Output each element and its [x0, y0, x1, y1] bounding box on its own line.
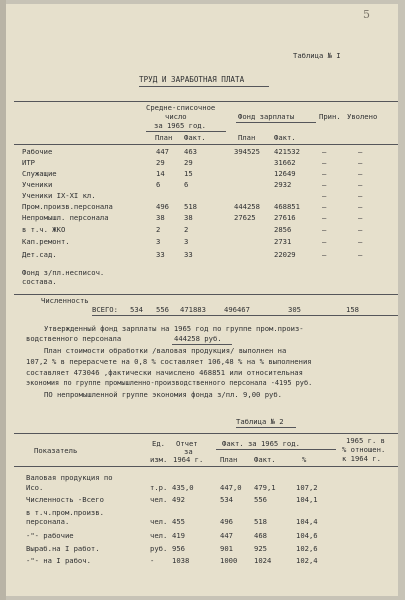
- table1-title: ТРУД И ЗАРАБОТНАЯ ПЛАТА: [139, 75, 245, 84]
- table2-cell-pct: 104,6: [296, 531, 318, 540]
- head-cmp-3: к 1964 г.: [342, 454, 381, 463]
- table1-cell-hired: –: [322, 202, 327, 211]
- head-cmp-2: % отношен.: [342, 445, 386, 454]
- table2-row-label: Численность -Всего: [26, 495, 104, 504]
- table2-label-underline: [236, 427, 296, 428]
- head2-pct: %: [302, 455, 307, 464]
- table1-cell-fired: –: [358, 237, 363, 246]
- head-unit-1: Ед.: [152, 439, 165, 448]
- title-underline: [139, 86, 269, 87]
- table1-pre-total-rule: [14, 294, 398, 295]
- total-underline: [92, 315, 398, 316]
- table1-cell-fact: 518: [184, 202, 197, 211]
- table2-cell-fact: 479,1: [254, 483, 276, 492]
- table1-cell-fired: –: [358, 191, 363, 200]
- table2-cell-report: 956: [172, 544, 185, 553]
- table1-cell-hired: –: [322, 147, 327, 156]
- table1-top-rule: [14, 101, 398, 102]
- table2-cell-fact: 468: [254, 531, 267, 540]
- para-fund-underline: [172, 344, 232, 345]
- table2-cell-fact: 925: [254, 544, 267, 553]
- table1-cell-fact: 38: [184, 213, 193, 222]
- head-fund-rule: [236, 122, 316, 123]
- table1-cell-hired: –: [322, 250, 327, 259]
- table2-cell-fact: 518: [254, 517, 267, 526]
- para-line-3: План стоимости обработки /валовая продукция/ выполнен на: [44, 346, 287, 355]
- head-report-1: Отчет: [176, 439, 198, 448]
- table1-row-label: Служащие: [22, 169, 57, 178]
- table1-row-label: Ученики IX-XI кл.: [22, 191, 96, 200]
- table2-cell-unit: чел.: [150, 531, 168, 540]
- table2-top-rule: [14, 433, 398, 434]
- table2-cell-plan: 447,0: [220, 483, 242, 492]
- table1-cell-ffact: 2731: [274, 237, 292, 246]
- head-report-3: 1964 г.: [173, 455, 204, 464]
- table1-cell-hired: –: [322, 191, 327, 200]
- table1-cell-ffact: 421532: [274, 147, 300, 156]
- table1-cell-hired: –: [322, 169, 327, 178]
- table1-cell-fact: 29: [184, 158, 193, 167]
- table2-head-rule: [14, 466, 398, 467]
- total-fund-fact: 496467: [224, 305, 250, 314]
- table1-cell-fplan: 394525: [234, 147, 260, 156]
- table1-cell-fired: –: [358, 180, 363, 189]
- table1-row-label: Кап.ремонт.: [22, 237, 70, 246]
- table1-cell-fired: –: [358, 147, 363, 156]
- table1-cell-ffact: 31662: [274, 158, 296, 167]
- table1-label: Таблица № I: [293, 51, 341, 60]
- table1-cell-plan: 38: [156, 213, 165, 222]
- table2-row-label: Исо.: [26, 483, 44, 492]
- table1-cell-ffact: 22029: [274, 250, 296, 259]
- table1-cell-plan: 6: [156, 180, 161, 189]
- table2-row-label: -"- на I рабоч.: [26, 556, 91, 565]
- table1-cell-ffact: 2932: [274, 180, 292, 189]
- table1-cell-plan: 29: [156, 158, 165, 167]
- table2-cell-plan: 901: [220, 544, 233, 553]
- head-fact-group: Факт. за 1965 год.: [222, 439, 300, 448]
- table1-cell-fact: 3: [184, 237, 189, 246]
- head-fact-rule: [216, 449, 336, 450]
- table1-cell-fired: –: [358, 213, 363, 222]
- table1-head-rule: [14, 144, 398, 145]
- total-hired: 305: [288, 305, 301, 314]
- table2-cell-unit: -: [150, 556, 155, 565]
- table1-row-label: Ученики: [22, 180, 53, 189]
- head-indicator: Показатель: [34, 446, 78, 455]
- table2-cell-report: 455: [172, 517, 185, 526]
- table1-row-label: Рабочие: [22, 147, 53, 156]
- head-plan: План: [155, 133, 173, 142]
- table1-cell-hired: –: [322, 180, 327, 189]
- table2-row-label: Выраб.на I работ.: [26, 544, 100, 553]
- table1-cell-fact: 463: [184, 147, 197, 156]
- table2-cell-unit: чел.: [150, 495, 168, 504]
- table1-cell-fired: –: [358, 225, 363, 234]
- table2-cell-pct: 107,2: [296, 483, 318, 492]
- table1-row-label: Пром.произв.персонала: [22, 202, 113, 211]
- total-fired: 158: [346, 305, 359, 314]
- table1-cell-ffact: 2856: [274, 225, 292, 234]
- table1-cell-plan: 14: [156, 169, 165, 178]
- head-avg-1: Средне-списочное: [146, 103, 216, 112]
- table1-row-label: Фонд з/пл.несписоч.: [22, 268, 105, 277]
- table1-cell-fact: 2: [184, 225, 189, 234]
- table2-label: Таблица № 2: [236, 417, 284, 426]
- table1-cell-plan: 447: [156, 147, 169, 156]
- head2-fact: Факт.: [254, 455, 276, 464]
- table1-cell-fact: 6: [184, 180, 189, 189]
- para-line-2b: 444258 руб.: [174, 334, 222, 343]
- table1-row-label: в т.ч. ЖКО: [22, 225, 66, 234]
- table1-row-label: Дет.сад.: [22, 250, 57, 259]
- page-number-mark: 5: [363, 8, 370, 21]
- head-unit-2: изм.: [150, 455, 168, 464]
- table1-cell-hired: –: [322, 225, 327, 234]
- head2-plan: План: [220, 455, 238, 464]
- table1-row-label: Непромышл. персонала: [22, 213, 109, 222]
- total-label: ВСЕГО:: [92, 305, 118, 314]
- head-avg-2: число: [165, 112, 187, 121]
- head-fund-fact: Факт.: [274, 133, 296, 142]
- table2-cell-pct: 102,6: [296, 544, 318, 553]
- table1-cell-plan: 496: [156, 202, 169, 211]
- table1-cell-plan: 33: [156, 250, 165, 259]
- table1-cell-hired: –: [322, 158, 327, 167]
- total-plan: 534: [130, 305, 143, 314]
- head-cmp-1: 1965 г. в: [346, 436, 385, 445]
- para-line-2a: водственного персонала: [26, 334, 122, 343]
- head-fired: Уволено: [347, 112, 378, 121]
- count-label: Численность: [41, 296, 89, 305]
- table2-cell-plan: 447: [220, 531, 233, 540]
- table2-row-label: -"- рабочие: [26, 531, 74, 540]
- table2-cell-plan: 1000: [220, 556, 238, 565]
- head-fund-plan: План: [238, 133, 256, 142]
- table2-cell-plan: 496: [220, 517, 233, 526]
- table1-cell-fact: 33: [184, 250, 193, 259]
- table2-cell-pct: 102,4: [296, 556, 318, 565]
- para-line-7: ПО непромышленной группе экономия фонда з/пл. 9,00 руб.: [44, 390, 282, 399]
- table2-cell-report: 1038: [172, 556, 190, 565]
- para-line-5: составляет 473046 ,фактически начислено 468851 или относительная: [26, 368, 303, 377]
- table2-cell-report: 419: [172, 531, 185, 540]
- table2-row-label: в т.ч.пром.произв.: [26, 508, 104, 517]
- head-fact: Факт.: [184, 133, 206, 142]
- total-fact: 556: [156, 305, 169, 314]
- table2-row-label: персонала.: [26, 517, 70, 526]
- table1-cell-ffact: 27616: [274, 213, 296, 222]
- table1-row-label: состава.: [22, 277, 57, 286]
- head-avg-3: за 1965 год.: [154, 121, 206, 130]
- table1-cell-fplan: 27625: [234, 213, 256, 222]
- table2-cell-report: 435,0: [172, 483, 194, 492]
- table1-cell-fired: –: [358, 158, 363, 167]
- table1-cell-hired: –: [322, 213, 327, 222]
- table2-cell-fact: 556: [254, 495, 267, 504]
- table2-cell-unit: чел.: [150, 517, 168, 526]
- head-fund: Фонд зарплаты: [238, 112, 295, 121]
- para-line-6: экономия по группе промышленно-производственного персонала -4195 руб.: [26, 379, 313, 387]
- table1-cell-fplan: 444258: [234, 202, 260, 211]
- table2-cell-pct: 104,1: [296, 495, 318, 504]
- table1-cell-ffact: 468851: [274, 202, 300, 211]
- table2-cell-fact: 1024: [254, 556, 272, 565]
- table1-cell-plan: 3: [156, 237, 161, 246]
- table2-cell-unit: т.р.: [150, 483, 168, 492]
- para-line-4: 107,2 % в перерасчете на 0,8 % составляет 106,48 % на % выполнения: [26, 357, 312, 366]
- table1-cell-fired: –: [358, 169, 363, 178]
- table2-cell-pct: 104,4: [296, 517, 318, 526]
- para-line-1: Утвержденный фонд зарплаты на 1965 год по группе пром.произ-: [44, 324, 304, 333]
- table1-cell-fired: –: [358, 250, 363, 259]
- document-page: [6, 4, 398, 596]
- head-report-2: за: [184, 447, 193, 456]
- total-fund-plan: 471883: [180, 305, 206, 314]
- table2-row-label: Валовая продукция по: [26, 473, 113, 482]
- table2-cell-unit: руб.: [150, 544, 168, 553]
- table1-cell-plan: 2: [156, 225, 161, 234]
- head-avg-rule: [146, 131, 226, 132]
- table1-cell-fired: –: [358, 202, 363, 211]
- table1-row-label: ИТР: [22, 158, 35, 167]
- head-hired: Прин.: [319, 112, 341, 121]
- table2-cell-report: 492: [172, 495, 185, 504]
- table1-cell-hired: –: [322, 237, 327, 246]
- table1-cell-fact: 15: [184, 169, 193, 178]
- table2-cell-plan: 534: [220, 495, 233, 504]
- table1-cell-ffact: 12649: [274, 169, 296, 178]
